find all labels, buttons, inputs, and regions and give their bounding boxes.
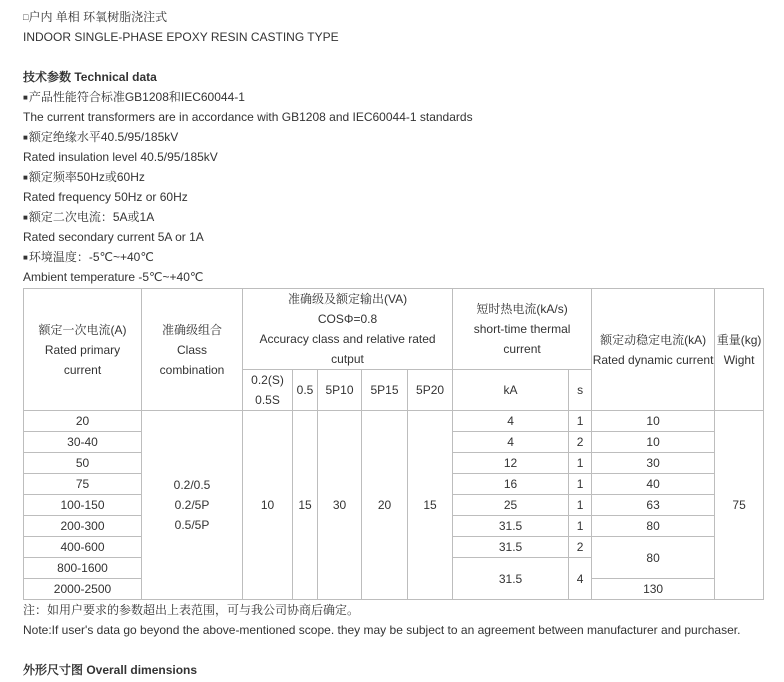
thermal-ka-cell: 31.5: [453, 558, 569, 600]
tech-item-en: Rated insulation level 40.5/95/185kV: [23, 150, 218, 164]
tech-heading: 技术参数 Technical data: [23, 70, 157, 84]
header-thermal-current: 短时热电流(kA/s) short-time thermal current: [453, 289, 592, 370]
dynamic-cell: 10: [592, 432, 715, 453]
dynamic-cell: 10: [592, 411, 715, 432]
title-cn: □户内 单相 环氧树脂浇注式: [23, 10, 168, 24]
acc-5p15-cell: 20: [362, 411, 408, 600]
bullet-square-icon: ■: [23, 253, 28, 262]
primary-cell: 75: [24, 474, 142, 495]
thermal-s-cell: 2: [569, 432, 592, 453]
tech-item-en: Rated frequency 50Hz or 60Hz: [23, 190, 188, 204]
primary-cell: 800-1600: [24, 558, 142, 579]
bullet-square-icon: ■: [23, 133, 28, 142]
dynamic-cell: 63: [592, 495, 715, 516]
spec-table: [23, 288, 764, 600]
square-outline-icon: □: [23, 12, 29, 22]
thermal-ka-cell: 31.5: [453, 516, 569, 537]
primary-cell: 2000-2500: [24, 579, 142, 600]
dynamic-cell: 30: [592, 453, 715, 474]
bullet-square-icon: ■: [23, 213, 28, 222]
subheader-5p20: 5P20: [408, 370, 453, 411]
thermal-ka-cell: 16: [453, 474, 569, 495]
thermal-s-cell: 1: [569, 495, 592, 516]
subheader-02s-05s: 0.2(S) 0.5S: [243, 370, 293, 411]
dynamic-cell: 130: [592, 579, 715, 600]
thermal-ka-cell: 4: [453, 411, 569, 432]
subheader-s: s: [569, 370, 592, 411]
tech-item-en: Ambient temperature -5℃~+40℃: [23, 270, 204, 284]
dynamic-cell: 80: [592, 516, 715, 537]
tech-item-cn: ■环境温度：-5℃~+40℃: [23, 250, 154, 264]
thermal-s-cell: 4: [569, 558, 592, 600]
dynamic-cell: 40: [592, 474, 715, 495]
class-combo-cell: 0.2/0.5 0.2/5P 0.5/5P: [142, 411, 243, 600]
acc-02s-cell: 10: [243, 411, 293, 600]
acc-5p10-cell: 30: [318, 411, 362, 600]
tech-item-en: Rated secondary current 5A or 1A: [23, 230, 204, 244]
subheader-ka: kA: [453, 370, 569, 411]
thermal-ka-cell: 4: [453, 432, 569, 453]
header-dynamic-current: 额定动稳定电流(kA) Rated dynamic current: [592, 289, 715, 411]
tech-item-cn: ■产品性能符合标准GB1208和IEC60044-1: [23, 90, 245, 104]
tech-item-cn: ■额定频率50Hz或60Hz: [23, 170, 145, 184]
tech-item-cn: ■额定二次电流：5A或1A: [23, 210, 155, 224]
thermal-s-cell: 2: [569, 537, 592, 558]
primary-cell: 50: [24, 453, 142, 474]
subheader-05: 0.5: [293, 370, 318, 411]
thermal-s-cell: 1: [569, 516, 592, 537]
tech-item-en: The current transformers are in accordance with GB1208 and IEC60044-1 standards: [23, 110, 473, 124]
header-accuracy-class: 准确级及额定输出(VA) COSΦ=0.8 Accuracy class and relative rated cutput: [243, 289, 453, 370]
thermal-ka-cell: 25: [453, 495, 569, 516]
dynamic-cell: 80: [592, 537, 715, 579]
table-row: [24, 411, 764, 432]
primary-cell: 400-600: [24, 537, 142, 558]
note-cn: 注：如用户要求的参数超出上表范围，可与我公司协商后确定。: [23, 603, 360, 617]
primary-cell: 20: [24, 411, 142, 432]
thermal-ka-cell: 12: [453, 453, 569, 474]
thermal-s-cell: 1: [569, 453, 592, 474]
bullet-square-icon: ■: [23, 93, 28, 102]
thermal-s-cell: 1: [569, 411, 592, 432]
header-class-combination: 准确级组合 Class combination: [142, 289, 243, 411]
header-primary-current: 额定一次电流(A) Rated primary current: [24, 289, 142, 411]
thermal-ka-cell: 31.5: [453, 537, 569, 558]
primary-cell: 100-150: [24, 495, 142, 516]
title-en: INDOOR SINGLE-PHASE EPOXY RESIN CASTING TYPE: [23, 30, 339, 44]
note-en: Note:If user's data go beyond the above-mentioned scope. they may be subject to an agreement between manufacturer and purchaser.: [23, 623, 741, 637]
bullet-square-icon: ■: [23, 173, 28, 182]
acc-5p20-cell: 15: [408, 411, 453, 600]
subheader-5p10: 5P10: [318, 370, 362, 411]
thermal-s-cell: 1: [569, 474, 592, 495]
weight-cell: 75: [715, 411, 764, 600]
acc-05-cell: 15: [293, 411, 318, 600]
table-header-row: [24, 289, 764, 370]
primary-cell: 200-300: [24, 516, 142, 537]
dimensions-heading: 外形尺寸图 Overall dimensions: [23, 663, 198, 677]
primary-cell: 30-40: [24, 432, 142, 453]
header-weight: 重量(kg) Wight: [715, 289, 764, 411]
tech-item-cn: ■额定绝缘水平40.5/95/185kV: [23, 130, 179, 144]
subheader-5p15: 5P15: [362, 370, 408, 411]
